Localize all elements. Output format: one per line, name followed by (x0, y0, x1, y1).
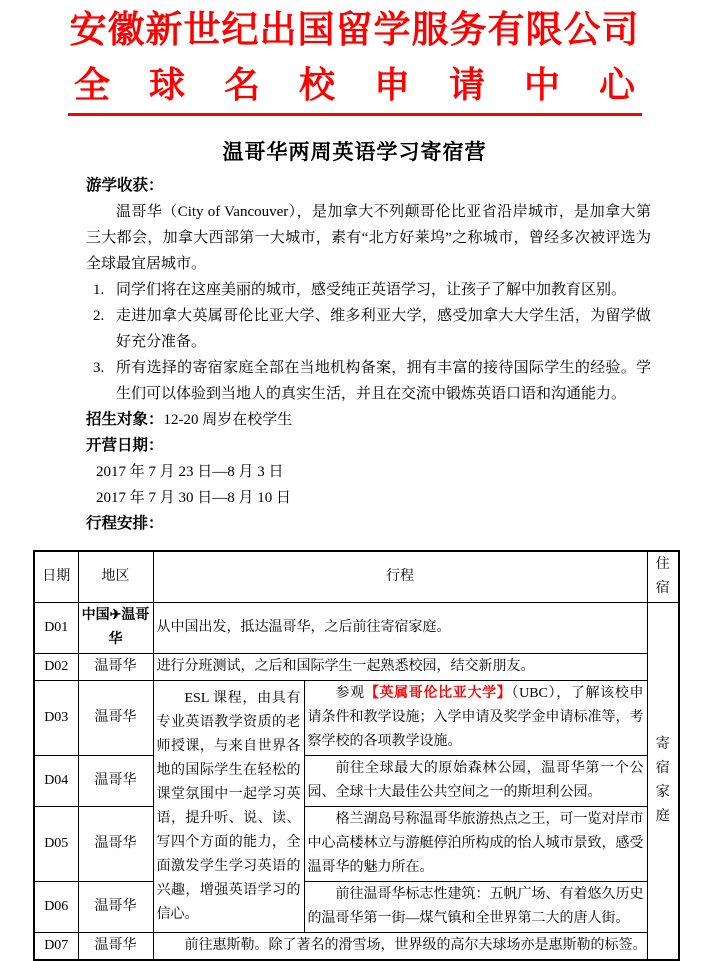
text-block (86, 173, 651, 537)
header-region: 地区 (78, 551, 153, 603)
date-line: 2017 年 7 月 30 日—8 月 10 日 (96, 490, 292, 506)
day-cell: D03 (34, 681, 78, 756)
region-cell: 温哥华 (78, 756, 153, 807)
itinerary-prefix: 参观 (335, 686, 365, 701)
region-to: 温哥华 (108, 608, 150, 647)
region-cell: 温哥华 (78, 882, 153, 933)
region-cell: 温哥华 (78, 681, 153, 756)
gain-item-number: 2. (93, 308, 105, 324)
dates-label: 开营日期： (86, 437, 164, 454)
gain-item (86, 277, 651, 303)
ubc-highlight: 【英属哥伦比亚大学】 (364, 686, 512, 701)
day-cell: D04 (34, 756, 78, 807)
table-row (34, 882, 679, 933)
table-row (34, 603, 679, 654)
region-from: 中国 (81, 608, 110, 623)
itinerary-rest: （UBC），了解该校申请条件和教学设施；入学申请及奖学金申请标准等，考察学校的各项教学设施。 (307, 686, 644, 749)
region-cell: 温哥华 (78, 654, 153, 681)
day-cell: D07 (34, 933, 78, 961)
gain-item (86, 355, 651, 407)
gains-label: 游学收获： (86, 177, 164, 194)
region-cell: 温哥华 (78, 933, 153, 961)
date-line: 2017 年 7 月 23 日—8 月 3 日 (96, 464, 284, 480)
target-line (86, 407, 651, 433)
table-row (34, 933, 679, 961)
header-date: 日期 (34, 551, 78, 603)
region-cell: 温哥华 (78, 807, 153, 882)
intro-paragraph: 温哥华（City of Vancouver），是加拿大不列颠哥伦比亚省沿岸城市，是加拿大第三大都会，加拿大西部第一大城市，素有“北方好莱坞”之称城市，曾经多次被评选为全球最宜居城市。 (86, 204, 651, 272)
esl-note-cell: ESL 课程，由具有专业英语教学资质的老师授课，与来自世界各地的国际学生在轻松的课堂氛围中一起学习英语，提升听、说、读、写四个方面的能力，全面激发学生学习英语的兴趣，增强英语学习的信心。 (153, 681, 304, 933)
gain-item-number: 1. (93, 282, 105, 298)
itinerary-cell: 前往惠斯勒。除了著名的滑雪场，世界级的高尔夫球场亦是惠斯勒的标签。 (153, 933, 647, 961)
table-row (34, 681, 679, 756)
table-row (34, 654, 679, 681)
schedule-label: 行程安排： (86, 515, 164, 532)
header-itinerary: 行程 (153, 551, 647, 603)
table-header-row (34, 551, 679, 603)
itinerary-cell: 从中国出发，抵达温哥华，之后前往寄宿家庭。 (153, 603, 647, 654)
gain-item-text: 走进加拿大英属哥伦比亚大学、维多利亚大学，感受加拿大大学生活，为留学做好充分准备。 (116, 308, 651, 350)
header-lodging: 住宿 (647, 551, 679, 603)
day-cell: D01 (34, 603, 78, 654)
target-value: 12-20 周岁在校学生 (163, 412, 293, 428)
region-cell (78, 603, 153, 654)
itinerary-cell (304, 681, 647, 756)
table-row (34, 807, 679, 882)
header-underline (68, 64, 650, 116)
day-cell: D02 (34, 654, 78, 681)
gains-list (86, 277, 651, 407)
day-cell: D06 (34, 882, 78, 933)
day-cell: D05 (34, 807, 78, 882)
itinerary-cell: 前往全球最大的原始森林公园，温哥华第一个公园、全球十大最佳公共空间之一的斯坦利公园。 (304, 756, 647, 807)
center-name: 全 球 名 校 申 请 中 心 (73, 65, 650, 105)
itinerary-table (33, 550, 680, 961)
gain-item-number: 3. (93, 360, 105, 376)
itinerary-cell: 前往温哥华标志性建筑：五帆广场、有着悠久历史的温哥华第一街—煤气镇和全世界第二大的唐人街。 (304, 882, 647, 933)
gain-item (86, 303, 651, 355)
gain-item-text: 所有选择的寄宿家庭全部在当地机构备案，拥有丰富的接待国际学生的经验。学生们可以体验到当地人的真实生活，并且在交流中锻炼英语口语和沟通能力。 (116, 360, 651, 402)
target-label: 招生对象： (86, 411, 164, 428)
doc-title: 温哥华两周英语学习寄宿营 (222, 140, 487, 164)
itinerary-cell: 进行分班测试，之后和国际学生一起熟悉校园，结交新朋友。 (153, 654, 647, 681)
gain-item-text: 同学们将在这座美丽的城市，感受纯正英语学习，让孩子了解中加教育区别。 (116, 282, 627, 298)
lodging-cell: 寄宿家庭 (647, 603, 679, 961)
itinerary-cell: 格兰湖岛号称温哥华旅游热点之王，可一览对岸市中心高楼林立与游艇停泊所构成的怡人城市景致，感受温哥华的魅力所在。 (304, 807, 647, 882)
table-row (34, 756, 679, 807)
company-name: 安徽新世纪出国留学服务有限公司 (69, 10, 640, 51)
airplane-icon: ✈ (109, 608, 122, 623)
document-page (0, 8, 709, 953)
